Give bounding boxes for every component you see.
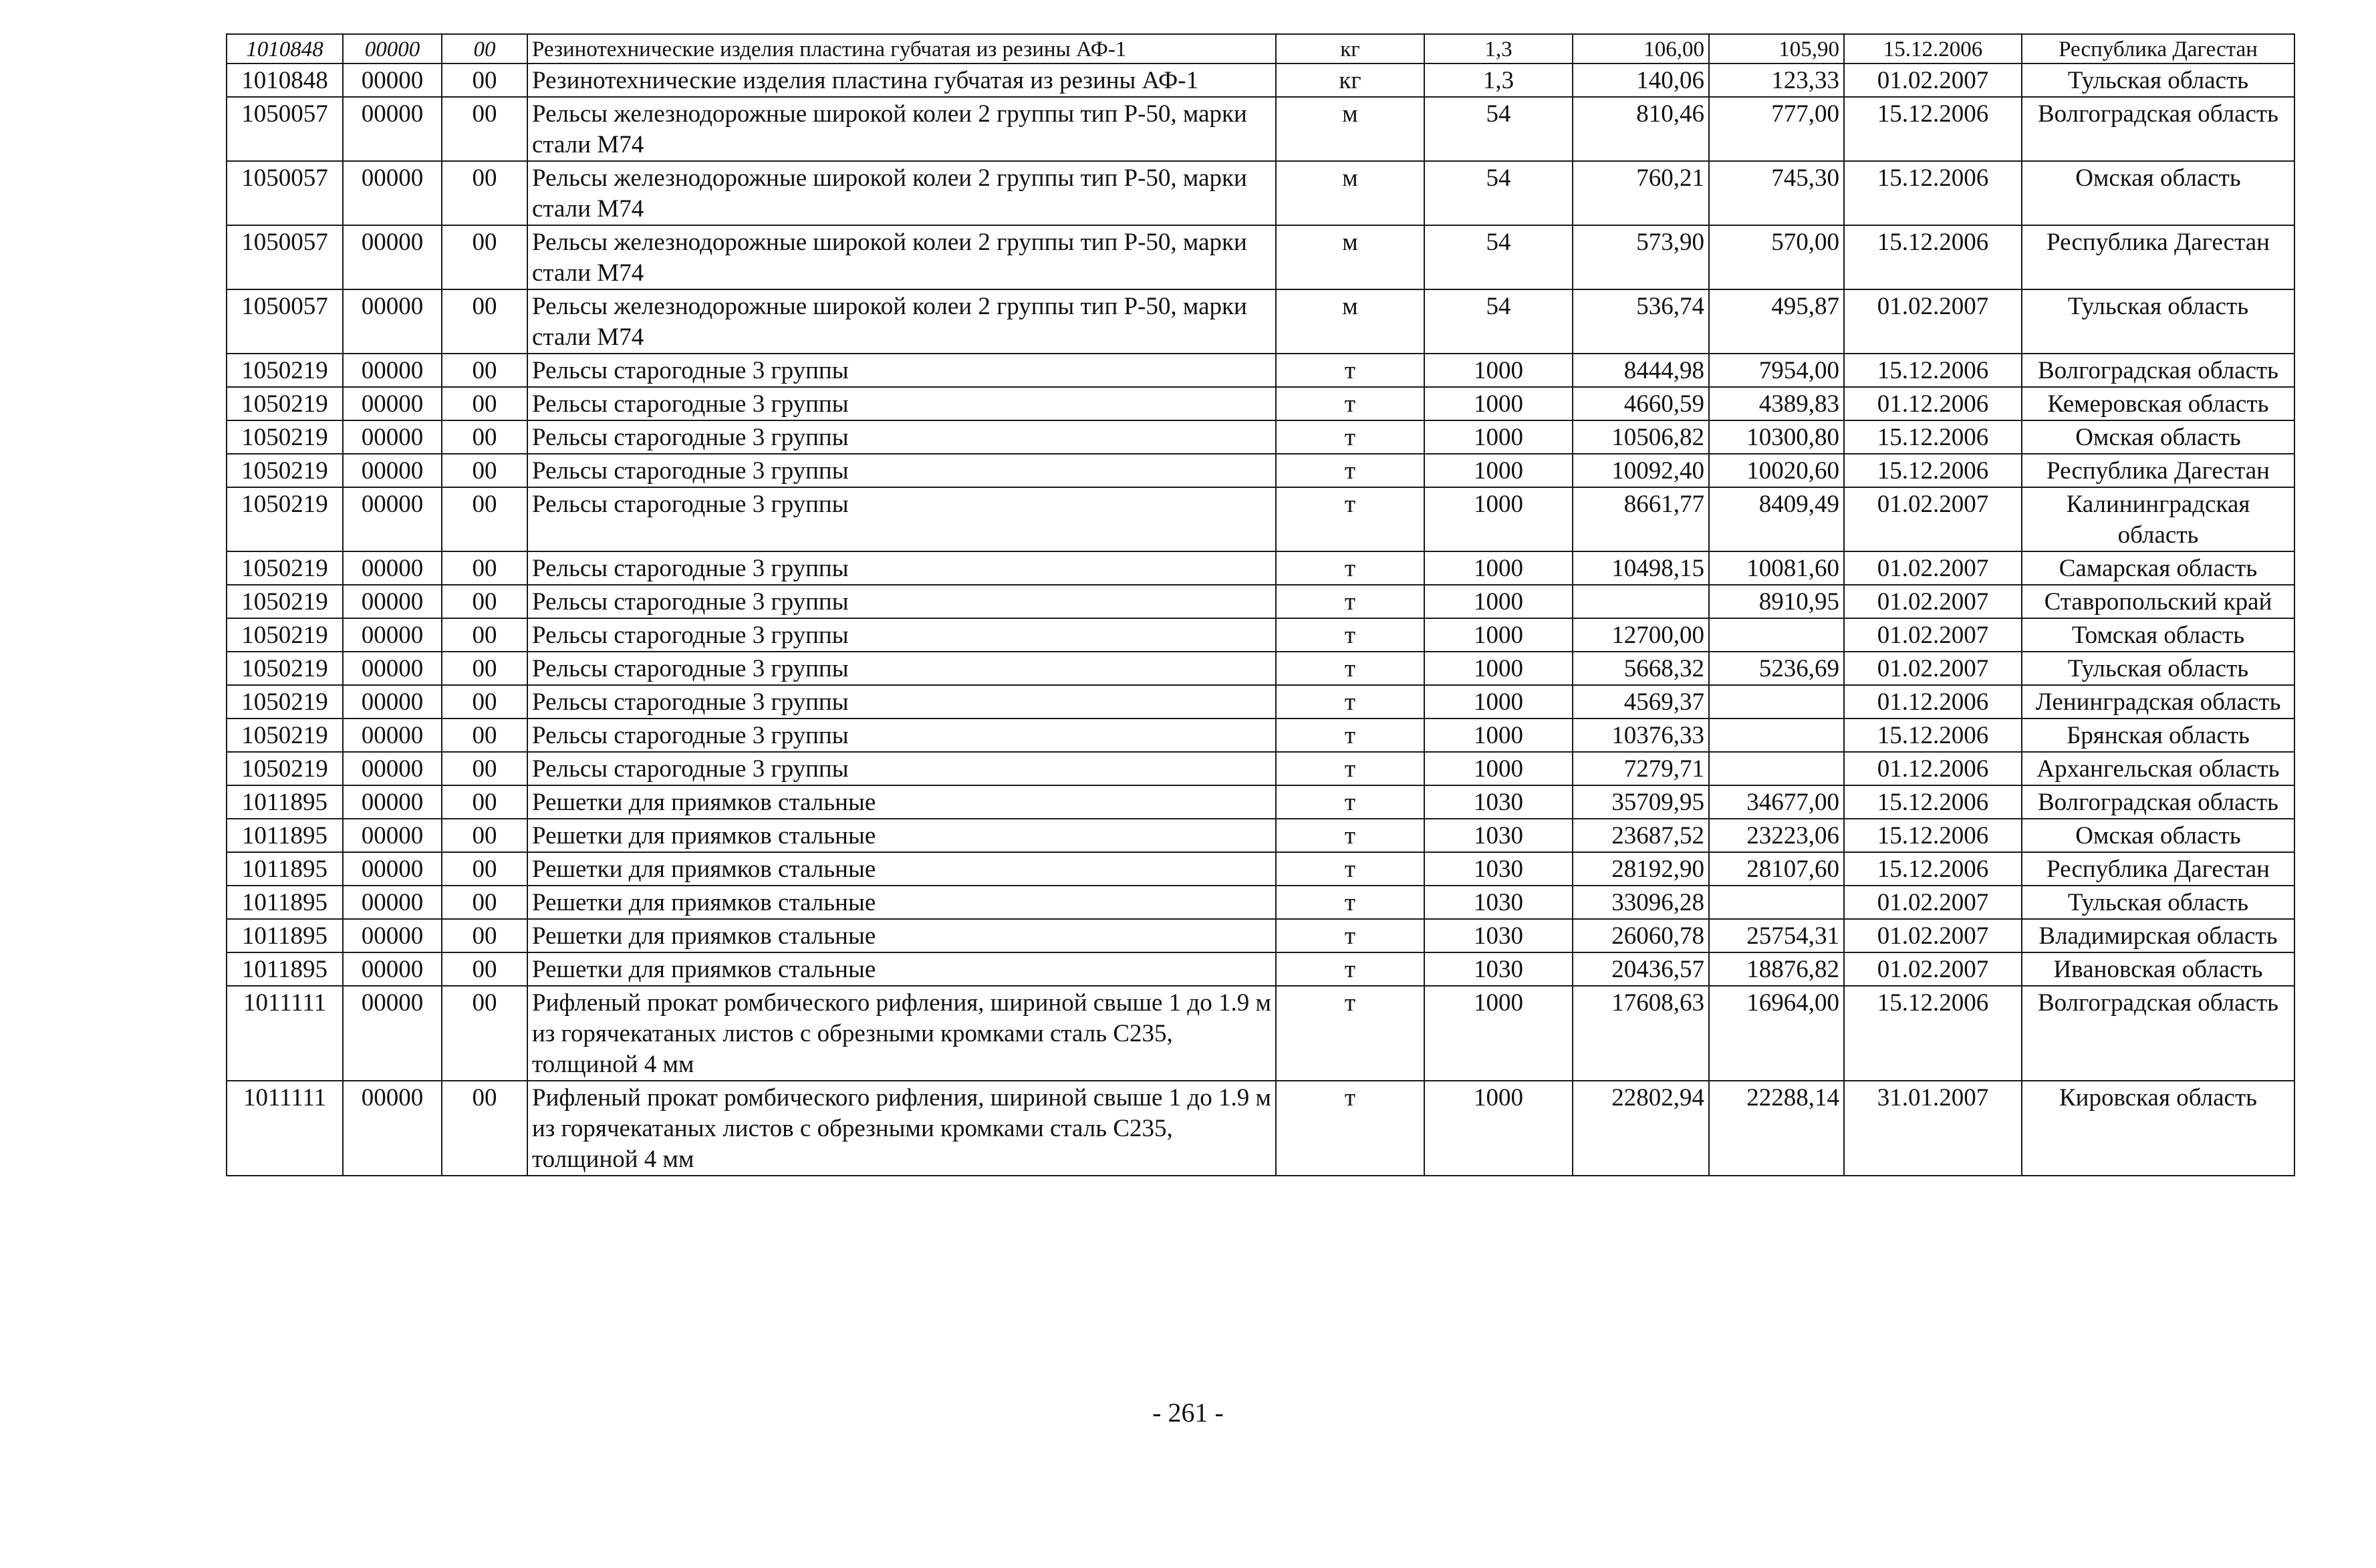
cell-ext: 00	[442, 919, 527, 952]
cell-price-2: 28107,60	[1709, 852, 1844, 886]
cell-price-1: 10376,33	[1573, 718, 1709, 752]
cell-code: 1050219	[227, 551, 343, 585]
cell-price-1: 810,46	[1573, 97, 1709, 161]
cell-name: Рельсы старогодные 3 группы	[527, 585, 1276, 618]
cell-price-1: 23687,52	[1573, 819, 1709, 852]
cell-region: Ивановская область	[2022, 952, 2294, 986]
cell-date: 01.02.2007	[1844, 652, 2022, 685]
table-row	[227, 161, 2294, 225]
cell-name: Рельсы старогодные 3 группы	[527, 618, 1276, 652]
cell-quantity: 1000	[1424, 718, 1573, 752]
cell-name: Рельсы старогодные 3 группы	[527, 354, 1276, 387]
table-row	[227, 618, 2294, 652]
cell-date: 15.12.2006	[1844, 225, 2022, 289]
cell-ext: 00	[442, 420, 527, 454]
table-row	[227, 652, 2294, 685]
cell-code: 1050219	[227, 585, 343, 618]
cell-code: 1050219	[227, 652, 343, 685]
cell-date: 01.02.2007	[1844, 289, 2022, 354]
cell-unit: т	[1276, 919, 1424, 952]
cell-ext: 00	[442, 785, 527, 819]
cell-quantity: 1030	[1424, 852, 1573, 886]
cell-ext: 00	[442, 551, 527, 585]
cell-code: 1010848	[227, 63, 343, 97]
cell-code: 1050057	[227, 161, 343, 225]
cell-subcode: 00000	[343, 952, 442, 986]
cell-price-1: 7279,71	[1573, 752, 1709, 785]
cell-unit: т	[1276, 986, 1424, 1081]
cell-date: 01.02.2007	[1844, 919, 2022, 952]
cell-price-1: 20436,57	[1573, 952, 1709, 986]
cell-price-2: 10081,60	[1709, 551, 1844, 585]
table-row	[227, 289, 2294, 354]
cell-subcode: 00000	[343, 289, 442, 354]
cell-price-2: 123,33	[1709, 63, 1844, 97]
cell-code: 1011895	[227, 919, 343, 952]
cell-quantity: 1000	[1424, 585, 1573, 618]
cell-unit: т	[1276, 585, 1424, 618]
cell-subcode: 00000	[343, 652, 442, 685]
table-row	[227, 551, 2294, 585]
cell-price-2	[1709, 718, 1844, 752]
cell-name: Рельсы старогодные 3 группы	[527, 685, 1276, 718]
table-row	[227, 225, 2294, 289]
cell-price-1: 8661,77	[1573, 487, 1709, 551]
cell-date: 01.12.2006	[1844, 752, 2022, 785]
cell-quantity: 1000	[1424, 551, 1573, 585]
cell-region: Омская область	[2022, 819, 2294, 852]
cell-date: 15.12.2006	[1844, 354, 2022, 387]
table-row	[227, 354, 2294, 387]
cell-subcode: 00000	[343, 618, 442, 652]
table-row	[227, 952, 2294, 986]
cell-price-2	[1709, 685, 1844, 718]
cell-price-1: 17608,63	[1573, 986, 1709, 1081]
cell-name: Решетки для приямков стальные	[527, 852, 1276, 886]
cell-ext: 00	[442, 63, 527, 97]
cell-unit: т	[1276, 886, 1424, 919]
cell-price-2: 570,00	[1709, 225, 1844, 289]
cell-code: 1011895	[227, 819, 343, 852]
cell-subcode: 00000	[343, 225, 442, 289]
table-row	[227, 886, 2294, 919]
cell-price-2: 22288,14	[1709, 1081, 1844, 1176]
cell-ext: 00	[442, 852, 527, 886]
table-row	[227, 752, 2294, 785]
cell-code: 1050219	[227, 752, 343, 785]
cell-ext: 00	[442, 618, 527, 652]
cell-price-2	[1709, 618, 1844, 652]
cell-quantity: 1,3	[1424, 63, 1573, 97]
cell-code: 1010848	[227, 34, 343, 63]
cell-ext: 00	[442, 986, 527, 1081]
cell-region: Волгоградская область	[2022, 97, 2294, 161]
cell-name: Решетки для приямков стальные	[527, 785, 1276, 819]
cell-unit: т	[1276, 551, 1424, 585]
cell-quantity: 1000	[1424, 487, 1573, 551]
table-row	[227, 487, 2294, 551]
cell-date: 01.12.2006	[1844, 387, 2022, 420]
cell-unit: кг	[1276, 63, 1424, 97]
cell-name: Рельсы старогодные 3 группы	[527, 652, 1276, 685]
cell-ext: 00	[442, 752, 527, 785]
cell-date: 01.02.2007	[1844, 952, 2022, 986]
cell-code: 1050219	[227, 387, 343, 420]
cell-price-1: 106,00	[1573, 34, 1709, 63]
cell-name: Рельсы железнодорожные широкой колеи 2 группы тип Р-50, марки стали М74	[527, 225, 1276, 289]
cell-unit: т	[1276, 785, 1424, 819]
cell-date: 15.12.2006	[1844, 420, 2022, 454]
cell-region: Республика Дагестан	[2022, 454, 2294, 487]
cell-ext: 00	[442, 289, 527, 354]
cell-ext: 00	[442, 34, 527, 63]
cell-price-2: 745,30	[1709, 161, 1844, 225]
cell-region: Волгоградская область	[2022, 354, 2294, 387]
cell-price-1: 10092,40	[1573, 454, 1709, 487]
cell-price-1: 573,90	[1573, 225, 1709, 289]
cell-quantity: 1000	[1424, 354, 1573, 387]
table-row	[227, 420, 2294, 454]
cell-subcode: 00000	[343, 685, 442, 718]
cell-price-2	[1709, 886, 1844, 919]
cell-subcode: 00000	[343, 387, 442, 420]
cell-price-2: 8409,49	[1709, 487, 1844, 551]
cell-region: Брянская область	[2022, 718, 2294, 752]
cell-subcode: 00000	[343, 420, 442, 454]
table-row	[227, 685, 2294, 718]
cell-price-2: 10020,60	[1709, 454, 1844, 487]
cell-code: 1050219	[227, 618, 343, 652]
cell-name: Рельсы старогодные 3 группы	[527, 487, 1276, 551]
cell-quantity: 1000	[1424, 387, 1573, 420]
cell-subcode: 00000	[343, 585, 442, 618]
cell-subcode: 00000	[343, 97, 442, 161]
cell-price-1: 4569,37	[1573, 685, 1709, 718]
cell-subcode: 00000	[343, 718, 442, 752]
cell-name: Решетки для приямков стальные	[527, 886, 1276, 919]
cell-name: Рельсы старогодные 3 группы	[527, 420, 1276, 454]
cell-quantity: 54	[1424, 289, 1573, 354]
table-row	[227, 919, 2294, 952]
cell-quantity: 1000	[1424, 420, 1573, 454]
cell-price-2: 4389,83	[1709, 387, 1844, 420]
cell-ext: 00	[442, 387, 527, 420]
cell-date: 01.02.2007	[1844, 585, 2022, 618]
cell-date: 15.12.2006	[1844, 34, 2022, 63]
cell-date: 01.02.2007	[1844, 886, 2022, 919]
cell-price-1: 4660,59	[1573, 387, 1709, 420]
cell-price-1: 35709,95	[1573, 785, 1709, 819]
cell-date: 15.12.2006	[1844, 97, 2022, 161]
cell-quantity: 1030	[1424, 886, 1573, 919]
cell-date: 01.02.2007	[1844, 551, 2022, 585]
cell-price-1: 760,21	[1573, 161, 1709, 225]
cell-region: Тульская область	[2022, 886, 2294, 919]
cell-region: Ставропольский край	[2022, 585, 2294, 618]
cell-price-2: 8910,95	[1709, 585, 1844, 618]
cell-price-1: 8444,98	[1573, 354, 1709, 387]
cell-name: Рифленый прокат ромбического рифления, шириной свыше 1 до 1.9 м из горячекатаных листов с обрезными кромками сталь С235, толщиной 4 мм	[527, 986, 1276, 1081]
cell-unit: т	[1276, 652, 1424, 685]
cell-subcode: 00000	[343, 819, 442, 852]
table-row	[227, 387, 2294, 420]
cell-price-2: 34677,00	[1709, 785, 1844, 819]
cell-subcode: 00000	[343, 454, 442, 487]
cell-name: Рифленый прокат ромбического рифления, шириной свыше 1 до 1.9 м из горячекатаных листов с обрезными кромками сталь С235, толщиной 4 мм	[527, 1081, 1276, 1176]
table-row	[227, 97, 2294, 161]
cell-subcode: 00000	[343, 919, 442, 952]
cell-region: Владимирская область	[2022, 919, 2294, 952]
cell-quantity: 1,3	[1424, 34, 1573, 63]
cell-subcode: 00000	[343, 852, 442, 886]
cell-unit: т	[1276, 852, 1424, 886]
cell-name: Рельсы старогодные 3 группы	[527, 718, 1276, 752]
cell-region: Кемеровская область	[2022, 387, 2294, 420]
cell-ext: 00	[442, 718, 527, 752]
table-row	[227, 986, 2294, 1081]
cell-subcode: 00000	[343, 752, 442, 785]
cell-price-2: 5236,69	[1709, 652, 1844, 685]
cell-ext: 00	[442, 1081, 527, 1176]
cell-quantity: 1000	[1424, 986, 1573, 1081]
cell-name: Рельсы старогодные 3 группы	[527, 752, 1276, 785]
cell-unit: м	[1276, 97, 1424, 161]
cell-quantity: 1000	[1424, 652, 1573, 685]
table-row	[227, 785, 2294, 819]
cell-subcode: 00000	[343, 886, 442, 919]
cell-region: Волгоградская область	[2022, 785, 2294, 819]
cell-date: 01.12.2006	[1844, 685, 2022, 718]
cell-price-1: 140,06	[1573, 63, 1709, 97]
cell-name: Рельсы старогодные 3 группы	[527, 454, 1276, 487]
cell-price-2: 7954,00	[1709, 354, 1844, 387]
cell-price-2: 495,87	[1709, 289, 1844, 354]
cell-date: 15.12.2006	[1844, 819, 2022, 852]
cell-name: Рельсы железнодорожные широкой колеи 2 группы тип Р-50, марки стали М74	[527, 289, 1276, 354]
cell-subcode: 00000	[343, 487, 442, 551]
cell-date: 01.02.2007	[1844, 63, 2022, 97]
cell-price-2: 105,90	[1709, 34, 1844, 63]
cell-quantity: 1000	[1424, 685, 1573, 718]
cell-region: Тульская область	[2022, 289, 2294, 354]
cell-unit: кг	[1276, 34, 1424, 63]
cell-ext: 00	[442, 652, 527, 685]
cell-price-1: 22802,94	[1573, 1081, 1709, 1176]
cell-code: 1050219	[227, 487, 343, 551]
cell-date: 31.01.2007	[1844, 1081, 2022, 1176]
cell-region: Омская область	[2022, 161, 2294, 225]
cell-quantity: 1030	[1424, 819, 1573, 852]
cell-unit: т	[1276, 819, 1424, 852]
table-row	[227, 454, 2294, 487]
cell-quantity: 54	[1424, 225, 1573, 289]
cell-region: Тульская область	[2022, 63, 2294, 97]
cell-price-1: 536,74	[1573, 289, 1709, 354]
price-table	[226, 33, 2295, 1176]
cell-ext: 00	[442, 161, 527, 225]
cell-region: Тульская область	[2022, 652, 2294, 685]
cell-quantity: 1000	[1424, 752, 1573, 785]
cell-code: 1011895	[227, 886, 343, 919]
cell-date: 15.12.2006	[1844, 852, 2022, 886]
cell-unit: т	[1276, 454, 1424, 487]
cell-subcode: 00000	[343, 551, 442, 585]
cell-unit: т	[1276, 354, 1424, 387]
cell-unit: т	[1276, 685, 1424, 718]
cell-price-2: 16964,00	[1709, 986, 1844, 1081]
cell-subcode: 00000	[343, 34, 442, 63]
cell-name: Резинотехнические изделия пластина губчатая из резины АФ-1	[527, 63, 1276, 97]
cell-date: 15.12.2006	[1844, 454, 2022, 487]
cell-name: Рельсы старогодные 3 группы	[527, 551, 1276, 585]
cell-region: Волгоградская область	[2022, 986, 2294, 1081]
cell-subcode: 00000	[343, 986, 442, 1081]
cell-ext: 00	[442, 886, 527, 919]
cell-ext: 00	[442, 454, 527, 487]
cell-name: Рельсы старогодные 3 группы	[527, 387, 1276, 420]
cell-name: Решетки для приямков стальные	[527, 919, 1276, 952]
cell-price-2: 10300,80	[1709, 420, 1844, 454]
cell-code: 1050219	[227, 420, 343, 454]
cell-region: Калининградская область	[2022, 487, 2294, 551]
cell-region: Республика Дагестан	[2022, 225, 2294, 289]
cell-code: 1050219	[227, 454, 343, 487]
cell-unit: т	[1276, 420, 1424, 454]
cell-ext: 00	[442, 685, 527, 718]
cell-ext: 00	[442, 225, 527, 289]
cell-code: 1050057	[227, 97, 343, 161]
cell-subcode: 00000	[343, 785, 442, 819]
cell-date: 15.12.2006	[1844, 785, 2022, 819]
cell-price-1: 26060,78	[1573, 919, 1709, 952]
cell-code: 1050057	[227, 225, 343, 289]
cell-quantity: 54	[1424, 161, 1573, 225]
cell-price-2: 23223,06	[1709, 819, 1844, 852]
cell-unit: т	[1276, 718, 1424, 752]
cell-region: Республика Дагестан	[2022, 852, 2294, 886]
cell-code: 1050219	[227, 685, 343, 718]
cell-date: 15.12.2006	[1844, 161, 2022, 225]
table-row	[227, 34, 2294, 63]
cell-name: Рельсы железнодорожные широкой колеи 2 группы тип Р-50, марки стали М74	[527, 161, 1276, 225]
cell-name: Решетки для приямков стальные	[527, 819, 1276, 852]
cell-code: 1011895	[227, 785, 343, 819]
cell-code: 1011895	[227, 952, 343, 986]
cell-quantity: 1030	[1424, 952, 1573, 986]
cell-date: 01.02.2007	[1844, 618, 2022, 652]
cell-ext: 00	[442, 97, 527, 161]
cell-unit: т	[1276, 487, 1424, 551]
cell-code: 1011111	[227, 986, 343, 1081]
cell-date: 15.12.2006	[1844, 718, 2022, 752]
cell-unit: т	[1276, 387, 1424, 420]
cell-ext: 00	[442, 487, 527, 551]
cell-price-1: 28192,90	[1573, 852, 1709, 886]
cell-price-2: 25754,31	[1709, 919, 1844, 952]
cell-price-2: 18876,82	[1709, 952, 1844, 986]
cell-price-1: 5668,32	[1573, 652, 1709, 685]
cell-quantity: 1030	[1424, 785, 1573, 819]
table-row	[227, 63, 2294, 97]
cell-code: 1011895	[227, 852, 343, 886]
page-number: - 261 -	[1152, 1398, 1224, 1428]
cell-subcode: 00000	[343, 1081, 442, 1176]
cell-date: 15.12.2006	[1844, 986, 2022, 1081]
cell-region: Архангельская область	[2022, 752, 2294, 785]
cell-code: 1011111	[227, 1081, 343, 1176]
cell-quantity: 1000	[1424, 1081, 1573, 1176]
cell-unit: т	[1276, 1081, 1424, 1176]
cell-ext: 00	[442, 952, 527, 986]
table-row	[227, 718, 2294, 752]
cell-ext: 00	[442, 819, 527, 852]
table-row	[227, 585, 2294, 618]
cell-price-1: 12700,00	[1573, 618, 1709, 652]
cell-subcode: 00000	[343, 63, 442, 97]
cell-quantity: 1030	[1424, 919, 1573, 952]
cell-region: Томская область	[2022, 618, 2294, 652]
cell-unit: т	[1276, 952, 1424, 986]
cell-code: 1050219	[227, 718, 343, 752]
cell-subcode: 00000	[343, 354, 442, 387]
cell-price-2	[1709, 752, 1844, 785]
cell-quantity: 1000	[1424, 618, 1573, 652]
cell-price-1: 10498,15	[1573, 551, 1709, 585]
cell-region: Ленинградская область	[2022, 685, 2294, 718]
cell-ext: 00	[442, 585, 527, 618]
cell-quantity: 1000	[1424, 454, 1573, 487]
cell-quantity: 54	[1424, 97, 1573, 161]
cell-ext: 00	[442, 354, 527, 387]
cell-price-1: 33096,28	[1573, 886, 1709, 919]
cell-name: Рельсы железнодорожные широкой колеи 2 группы тип Р-50, марки стали М74	[527, 97, 1276, 161]
cell-price-1	[1573, 585, 1709, 618]
cell-unit: м	[1276, 225, 1424, 289]
table-row	[227, 1081, 2294, 1176]
cell-region: Республика Дагестан	[2022, 34, 2294, 63]
cell-region: Кировская область	[2022, 1081, 2294, 1176]
cell-date: 01.02.2007	[1844, 487, 2022, 551]
cell-unit: т	[1276, 618, 1424, 652]
cell-code: 1050219	[227, 354, 343, 387]
table-row	[227, 819, 2294, 852]
cell-region: Омская область	[2022, 420, 2294, 454]
cell-region: Самарская область	[2022, 551, 2294, 585]
table-row	[227, 852, 2294, 886]
cell-subcode: 00000	[343, 161, 442, 225]
cell-unit: т	[1276, 752, 1424, 785]
cell-price-2: 777,00	[1709, 97, 1844, 161]
cell-price-1: 10506,82	[1573, 420, 1709, 454]
cell-code: 1050057	[227, 289, 343, 354]
cell-name: Решетки для приямков стальные	[527, 952, 1276, 986]
cell-unit: м	[1276, 161, 1424, 225]
cell-name: Резинотехнические изделия пластина губчатая из резины АФ-1	[527, 34, 1276, 63]
cell-unit: м	[1276, 289, 1424, 354]
